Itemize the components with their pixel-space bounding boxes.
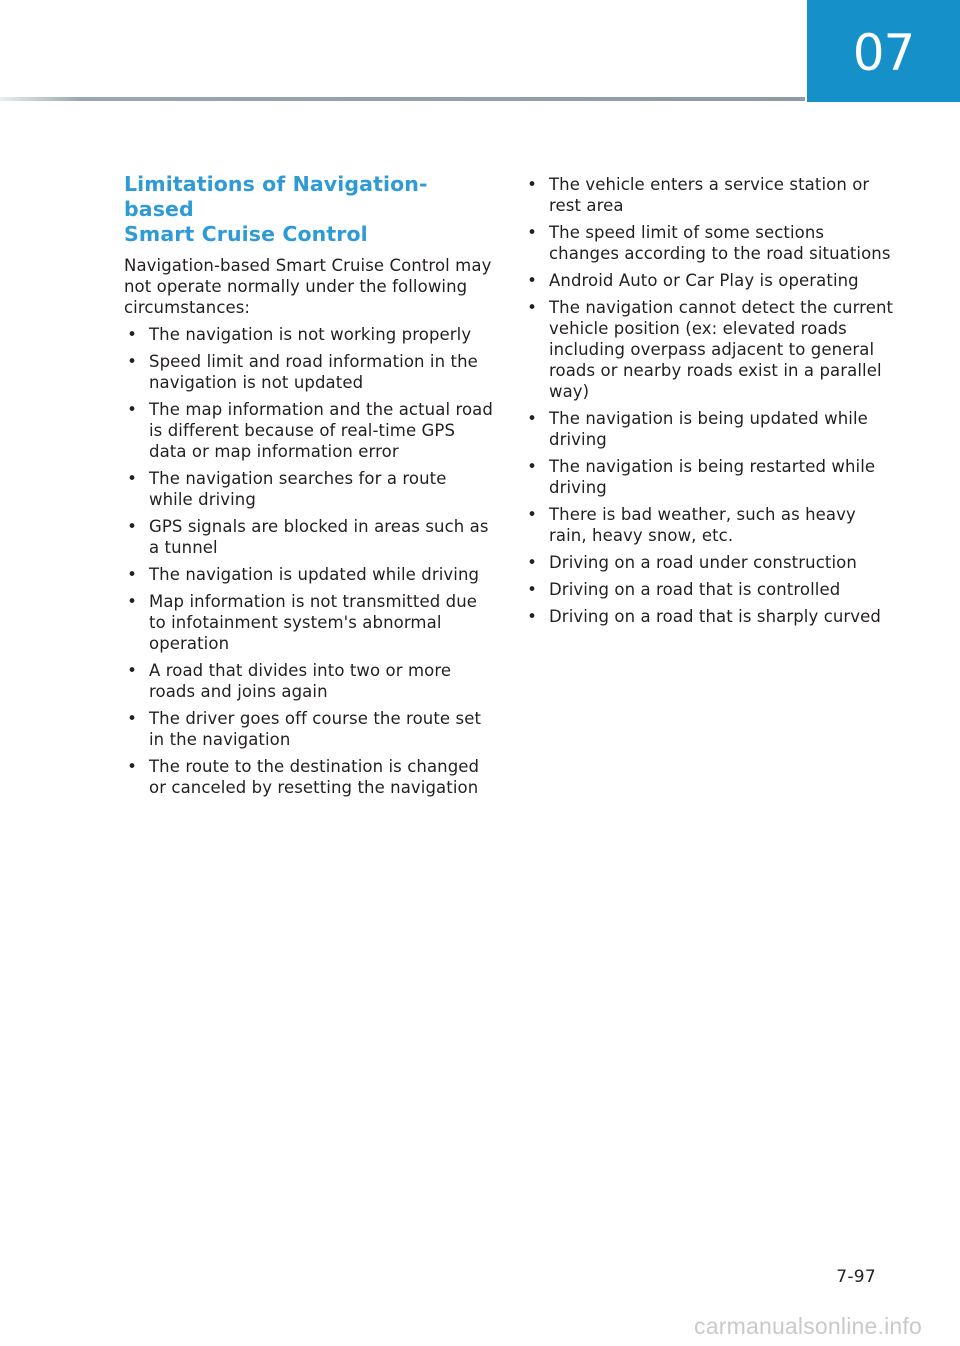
list-item <box>524 270 894 291</box>
list-item <box>124 660 494 702</box>
bullet-icon: • <box>127 709 137 728</box>
bullet-icon: • <box>127 565 137 584</box>
left-column <box>124 172 494 804</box>
bullet-icon: • <box>527 298 537 317</box>
list-item <box>524 552 894 573</box>
list-item <box>124 591 494 654</box>
list-item-text: The speed limit of some sections changes according to the road situations <box>549 223 891 263</box>
left-bullet-list <box>124 324 494 798</box>
list-item-text: Driving on a road under construction <box>549 553 857 572</box>
section-title-line-2: Smart Cruise Control <box>124 222 368 246</box>
list-item <box>524 606 894 627</box>
bullet-icon: • <box>527 175 537 194</box>
list-item-text: Speed limit and road information in the navigation is not updated <box>149 352 478 392</box>
list-item <box>524 222 894 264</box>
bullet-icon: • <box>127 517 137 536</box>
watermark: carmanualsonline.info <box>694 1313 922 1339</box>
list-item <box>124 708 494 750</box>
bullet-icon: • <box>527 409 537 428</box>
list-item-text: The vehicle enters a service station or rest area <box>549 175 870 215</box>
list-item <box>124 516 494 558</box>
list-item-text: Map information is not transmitted due to infotainment system's abnormal operation <box>149 592 477 653</box>
bullet-icon: • <box>527 457 537 476</box>
list-item-text: The navigation is updated while driving <box>149 565 480 584</box>
header-rule <box>0 97 805 101</box>
right-bullet-list <box>524 174 894 627</box>
bullet-icon: • <box>127 661 137 680</box>
list-item-text: Driving on a road that is sharply curved <box>549 607 881 626</box>
bullet-icon: • <box>127 592 137 611</box>
bullet-icon: • <box>127 400 137 419</box>
bullet-icon: • <box>527 223 537 242</box>
list-item <box>524 579 894 600</box>
list-item-text: Android Auto or Car Play is operating <box>549 271 859 290</box>
list-item <box>124 351 494 393</box>
list-item <box>524 456 894 498</box>
page-number: 7-97 <box>836 1267 876 1287</box>
bullet-icon: • <box>527 607 537 626</box>
list-item-text: The route to the destination is changed or canceled by resetting the navigation <box>149 757 480 797</box>
list-item-text: Driving on a road that is controlled <box>549 580 841 599</box>
list-item <box>124 564 494 585</box>
chapter-number: 07 <box>852 24 915 82</box>
bullet-icon: • <box>127 757 137 776</box>
list-item-text: GPS signals are blocked in areas such as a tunnel <box>149 517 489 557</box>
list-item <box>524 174 894 216</box>
right-column <box>524 174 894 633</box>
list-item <box>524 408 894 450</box>
bullet-icon: • <box>127 469 137 488</box>
bullet-icon: • <box>127 325 137 344</box>
list-item <box>124 399 494 462</box>
list-item-text: The navigation is being restarted while driving <box>549 457 876 497</box>
bullet-icon: • <box>527 271 537 290</box>
list-item-text: The navigation cannot detect the current vehicle position (ex: elevated roads including overpass adjacent to general roads or nearby roads exist in a parallel way) <box>549 298 894 401</box>
list-item-text: A road that divides into two or more roads and joins again <box>149 661 452 701</box>
bullet-icon: • <box>527 505 537 524</box>
list-item <box>524 504 894 546</box>
bullet-icon: • <box>527 553 537 572</box>
section-title <box>124 172 494 247</box>
intro-paragraph: Navigation-based Smart Cruise Control may not operate normally under the following circumstances: <box>124 256 492 317</box>
list-item-text: The map information and the actual road is different because of real-time GPS data or map information error <box>149 400 493 461</box>
bullet-icon: • <box>527 580 537 599</box>
list-item-text: The driver goes off course the route set in the navigation <box>149 709 482 749</box>
list-item-text: There is bad weather, such as heavy rain, heavy snow, etc. <box>549 505 856 545</box>
list-item <box>124 324 494 345</box>
list-item-text: The navigation is not working properly <box>149 325 472 344</box>
section-title-line-1: Limitations of Navigation-based <box>124 172 428 221</box>
bullet-icon: • <box>127 352 137 371</box>
chapter-tab <box>807 0 960 102</box>
list-item <box>124 756 494 798</box>
list-item-text: The navigation searches for a route while driving <box>149 469 447 509</box>
list-item <box>124 468 494 510</box>
list-item <box>524 297 894 402</box>
list-item-text: The navigation is being updated while driving <box>549 409 868 449</box>
